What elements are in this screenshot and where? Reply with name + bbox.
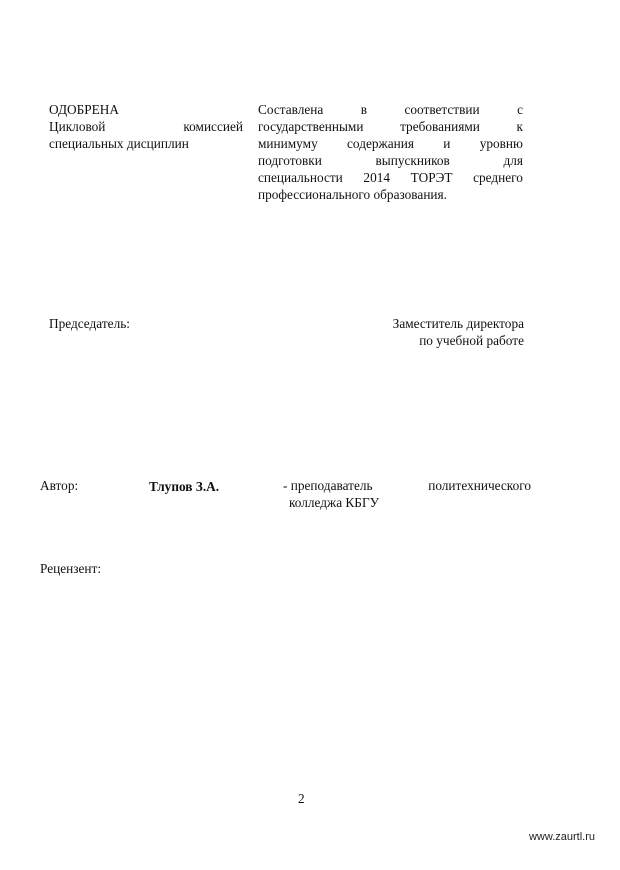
compiled-word: государственными	[258, 119, 364, 134]
author-role-line-1	[283, 477, 531, 494]
approved-heading: ОДОБРЕНА	[49, 102, 119, 117]
compiled-word: уровню	[479, 136, 523, 151]
deputy-block	[393, 315, 524, 349]
compiled-word: для	[503, 153, 523, 168]
compiled-line-1	[258, 101, 523, 118]
author-role-word: политехнического	[428, 478, 531, 493]
chairman-label: Председатель:	[49, 316, 130, 331]
compiled-line-4	[258, 152, 523, 169]
compiled-word: Составлена	[258, 102, 324, 117]
author-role-word: - преподаватель	[283, 478, 373, 493]
approved-disciplines: специальных дисциплин	[49, 136, 189, 151]
deputy-title: Заместитель директора	[392, 316, 524, 331]
compiled-word: 2014	[363, 170, 391, 185]
compiled-word: подготовки	[258, 153, 322, 168]
compiled-line-3	[258, 135, 523, 152]
approved-commission-word2: комиссией	[183, 119, 243, 134]
compiled-line-5	[258, 169, 523, 186]
compiled-word: выпускников	[375, 153, 450, 168]
approved-block	[49, 101, 243, 152]
compiled-word: соответствии	[404, 102, 480, 117]
author-name: Тлупов З.А.	[149, 479, 220, 494]
approved-commission-word1: Цикловой	[49, 119, 106, 134]
compiled-word: с	[517, 102, 523, 117]
page-number: 2	[298, 791, 305, 806]
compiled-word: к	[516, 119, 523, 134]
compiled-line-2	[258, 118, 523, 135]
compiled-word: содержания	[347, 136, 414, 151]
deputy-subtitle: по учебной работе	[419, 333, 524, 348]
author-role-line-2: колледжа КБГУ	[289, 495, 380, 510]
compiled-word: минимуму	[258, 136, 318, 151]
author-label: Автор:	[40, 478, 79, 493]
compiled-last-line: профессионального образования.	[258, 187, 447, 202]
approved-commission-line	[49, 118, 243, 135]
compiled-word: ТОРЭТ	[410, 170, 453, 185]
compiled-word: в	[360, 102, 368, 117]
reviewer-label: Рецензент:	[40, 561, 102, 576]
footer-site-link[interactable]: www.zaurtl.ru	[528, 831, 595, 843]
author-role	[283, 477, 531, 511]
compiled-word: и	[443, 136, 451, 151]
compiled-word: требованиями	[400, 119, 480, 134]
compiled-word: специальности	[258, 170, 343, 185]
compiled-word: среднего	[473, 170, 523, 185]
compiled-block	[258, 101, 523, 203]
